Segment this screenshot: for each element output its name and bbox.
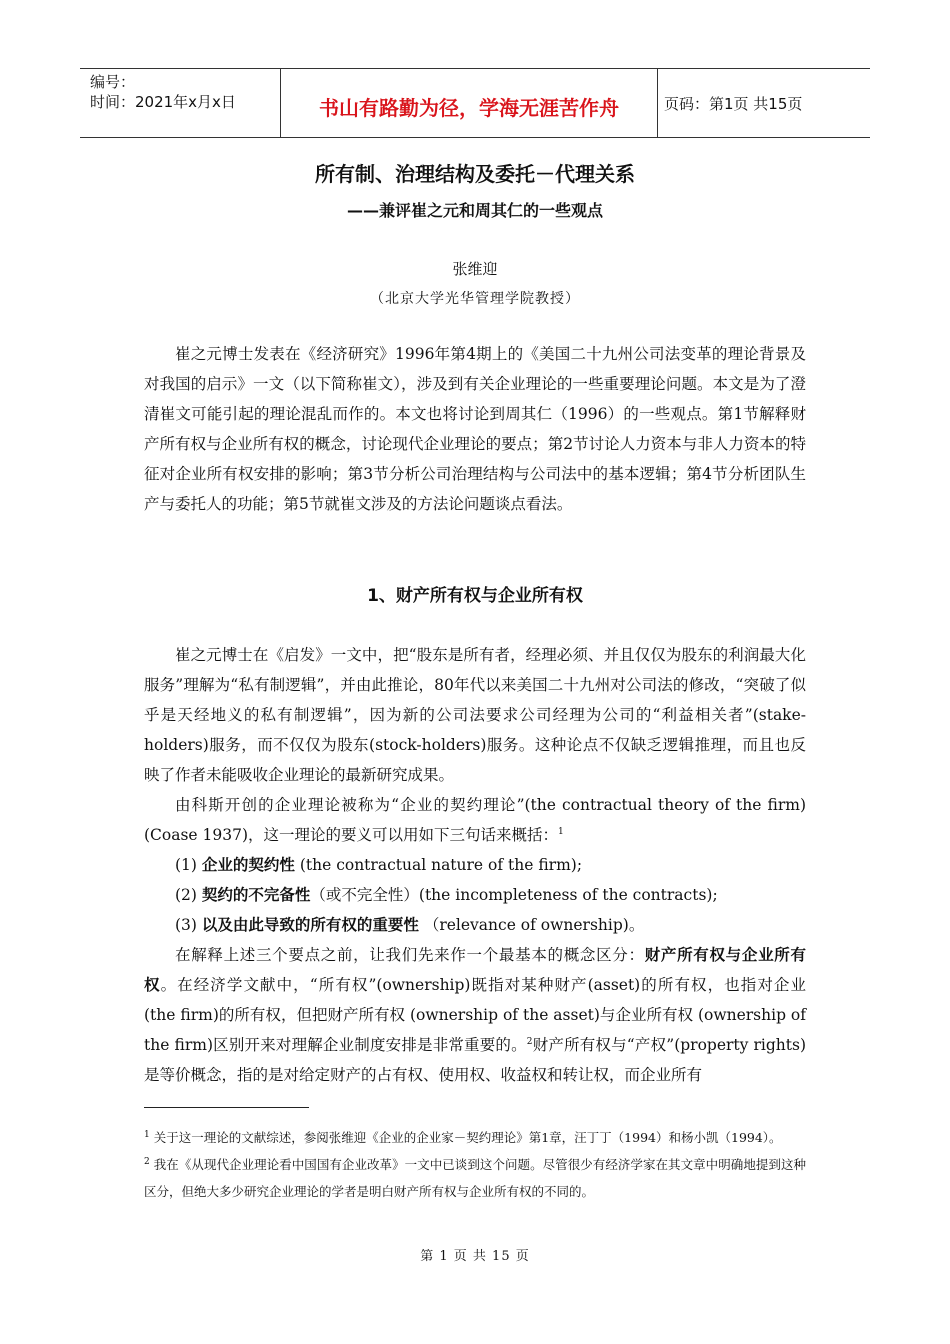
- footnote-ref-2[interactable]: 2: [526, 1036, 533, 1047]
- paragraph-3-text-c: 财产所有权与“产权”(property rights)是等价概念，指的是对给定财产的占有权、使用权、收益权和转让权，而企业所有: [144, 1036, 806, 1084]
- point-number: (2): [175, 886, 202, 904]
- page-footer: 第 1 页 共 15 页: [420, 1249, 530, 1264]
- header-meta: [80, 69, 281, 137]
- page-header: [80, 68, 870, 138]
- point-text: （或不完全性）(the incompleteness of the contracts);: [310, 886, 718, 904]
- intro-paragraph: 崔之元博士发表在《经济研究》1996年第4期上的《美国二十九州公司法变革的理论背景及对我国的启示》一文（以下简称崔文），涉及到有关企业理论的一些重要理论问题。本文是为了澄清崔文可能引起的理论混乱而作的。本文也将讨论到周其仁（1996）的一些观点。第1节解释财产所有权与企业所有权的概念，讨论现代企业理论的要点；第2节讨论人力资本与非人力资本的特征对企业所有权安排的影响；第3节分析公司治理结构与公司法中的基本逻辑；第4节分析团队生产与委托人的功能；第5节就崔文涉及的方法论问题谈点看法。: [144, 345, 806, 513]
- header-page-info: 页码：第1页 共15页: [664, 94, 803, 113]
- footnote-separator: [144, 1107, 309, 1108]
- section-heading: 1、财产所有权与企业所有权: [367, 586, 583, 606]
- author-name: 张维迎: [452, 260, 498, 278]
- footnote-mark: 1: [144, 1129, 150, 1140]
- footnote-text: 关于这一理论的文献综述，参阅张维迎《企业的企业家－契约理论》第1章，汪丁丁（1994）和杨小凯（1994）。: [153, 1130, 782, 1145]
- point-text: (the contractual nature of the firm);: [294, 856, 583, 874]
- paragraph-3-bold: 财产所有权与企业所有权: [144, 946, 806, 994]
- paragraph-1: 崔之元博士在《启发》一文中，把“股东是所有者，经理必须、并且仅仅为股东的利润最大化服务”理解为“私有制逻辑”，并由此推论，80年代以来美国二十九州对公司法的修改，“突破了似乎是天经地义的私有制逻辑”，因为新的公司法要求公司经理为公司的“利益相关者”(stake-holders)服务，而不仅仅为股东(stock-holders)服务。这种论点不仅缺乏逻辑推理，而且也反映了作者未能吸收企业理论的最新研究成果。: [144, 646, 806, 784]
- footnotes: [144, 1124, 806, 1205]
- point-bold: 契约的不完备性: [201, 886, 311, 904]
- footnote-1: [144, 1124, 806, 1151]
- document-subtitle: ——兼评崔之元和周其仁的一些观点: [346, 201, 603, 220]
- paragraph-3-text-a: 在解释上述三个要点之前，让我们先来作一个最基本的概念区分：: [175, 946, 645, 964]
- point-bold: 以及由此导致的所有权的重要性: [201, 916, 419, 934]
- author-affiliation: （北京大学光华管理学院教授）: [370, 291, 580, 307]
- point-number: (1): [175, 856, 202, 874]
- header-motto: 书山有路勤为径，学海无涯苦作舟: [281, 69, 658, 137]
- paragraph-2-text: 由科斯开创的企业理论被称为“企业的契约理论”(the contractual theory of the firm)(Coase 1937)，这一理论的要义可以用如下三句话来概括：: [144, 796, 806, 844]
- intro-section: [144, 339, 806, 519]
- footnote-text: 我在《从现代企业理论看中国国有企业改革》一文中已谈到这个问题。尽管很少有经济学家在其文章中明确地提到这种区分，但绝大多少研究企业理论的学者是明白财产所有权与企业所有权的不同的。: [144, 1157, 806, 1199]
- point-text: （relevance of ownership)。: [418, 916, 645, 934]
- point-1: [144, 850, 806, 880]
- point-3: [144, 910, 806, 940]
- header-date: 时间：2021年x月x日: [90, 93, 236, 111]
- point-bold: 企业的契约性: [201, 856, 295, 874]
- document-title: 所有制、治理结构及委托－代理关系: [315, 162, 635, 186]
- paragraph-3: [144, 940, 806, 1090]
- footnote-ref-1[interactable]: 1: [558, 826, 564, 837]
- header-number: 编号：: [90, 73, 136, 91]
- point-2: [144, 880, 806, 910]
- point-number: (3): [175, 916, 202, 934]
- footnote-mark: 2: [144, 1156, 150, 1167]
- footnote-2: [144, 1151, 806, 1205]
- paragraph-2: [144, 790, 806, 850]
- paragraph-3-text-b: 。在经济学文献中，“所有权”(ownership)既指对某种财产(asset)的所有权，也指对企业 (the firm)的所有权，但把财产所有权 (ownership of the asset)与企业所有权 (ownership of the firm)区别开来对理解企业制度安排是非常重要的。: [144, 976, 806, 1054]
- section1-body: [144, 640, 806, 1090]
